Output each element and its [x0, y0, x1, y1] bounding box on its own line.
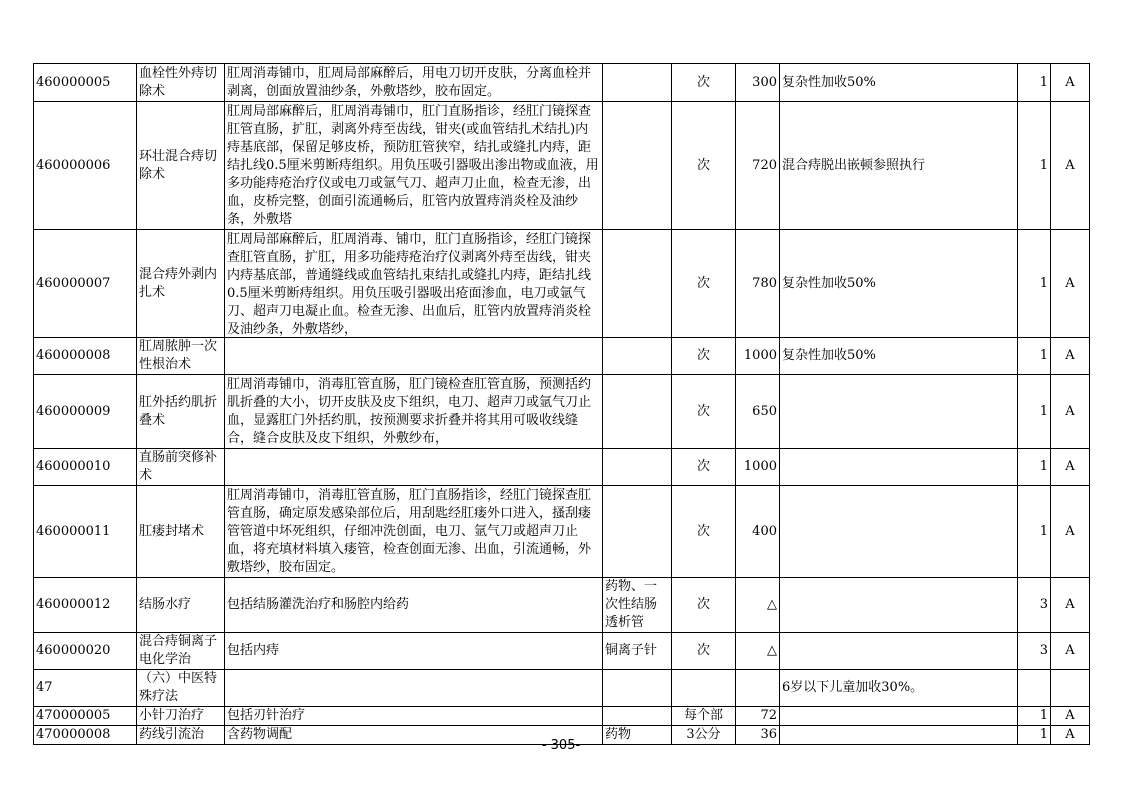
price-cell — [736, 375, 780, 449]
remarks: 复杂性加收50% — [782, 275, 876, 291]
item-name-cell — [137, 449, 225, 486]
payment-category: 1 — [1039, 459, 1048, 474]
item-code-cell — [34, 375, 137, 449]
grade: A — [1065, 459, 1075, 474]
item-name: 肛周脓肿一次性根治术 — [139, 339, 218, 372]
item-code: 470000005 — [36, 708, 111, 723]
charge-unit: 次 — [696, 74, 710, 90]
charge-unit-cell — [672, 633, 736, 670]
remarks-cell — [780, 449, 1018, 486]
payment-category: 3 — [1039, 597, 1048, 612]
item-name: 血栓性外痔切除术 — [139, 65, 218, 99]
item-name: 混合痔铜离子电化学治 — [139, 634, 218, 667]
payment-category: 3 — [1039, 643, 1048, 658]
item-code: 470000008 — [36, 727, 111, 742]
item-code: 460000005 — [36, 74, 111, 90]
price-cell — [736, 449, 780, 486]
item-code: 460000007 — [36, 275, 111, 291]
item-name-cell — [137, 486, 225, 578]
item-content: 包括结肠灌洗治疗和肠腔内给药 — [227, 597, 410, 612]
remarks: 混合痔脱出嵌顿参照执行 — [782, 157, 926, 173]
item-code-cell — [34, 338, 137, 375]
payment-category-cell — [1018, 102, 1051, 230]
table-row — [34, 670, 1090, 707]
payment-category-cell — [1018, 633, 1051, 670]
item-code-cell — [34, 578, 137, 633]
price-cell — [736, 64, 780, 102]
charge-unit: 次 — [696, 459, 710, 474]
excluded-materials-cell — [603, 486, 672, 578]
price: 72 — [760, 708, 777, 723]
item-name: （六）中医特殊疗法 — [139, 671, 218, 704]
grade-cell — [1051, 64, 1090, 102]
item-name-cell — [137, 338, 225, 375]
table-row — [34, 578, 1090, 633]
item-name: 肛瘘封堵术 — [139, 523, 205, 539]
excluded-materials: 铜离子针 — [605, 643, 658, 658]
item-name: 直肠前突修补术 — [139, 450, 218, 483]
grade: A — [1065, 643, 1075, 658]
excluded-materials-cell — [603, 375, 672, 449]
item-name: 环壮混合痔切除术 — [139, 148, 218, 182]
excluded-materials-cell — [603, 578, 672, 633]
grade: A — [1065, 74, 1075, 90]
table-row — [34, 64, 1090, 102]
payment-category-cell — [1018, 230, 1051, 338]
remarks-cell — [780, 64, 1018, 102]
remarks: 复杂性加收50% — [782, 74, 876, 90]
remarks: 6岁以下儿童加收30%。 — [782, 680, 924, 695]
excluded-materials-cell — [603, 230, 672, 338]
grade-cell — [1051, 633, 1090, 670]
payment-category-cell — [1018, 375, 1051, 449]
item-content: 肛周消毒铺巾，肛周局部麻醉后，用电刀切开皮肤，分离血栓并剥离，创面放置油纱条，外敷塔纱，胶布固定。 — [227, 65, 592, 99]
item-content: 肛周消毒铺巾，消毒肛管直肠，肛门直肠指诊，经肛门镜探查肛管直肠，确定原发感染部位后，用刮匙经肛瘘外口进入，搔刮瘘管管道中坏死组织，仔细冲洗创面，电刀、氩气刀或超声刀止血，将充填材料填入瘘管，检查创面无渗、出血，引流通畅，外敷塔纱，胶布固定。 — [227, 487, 592, 575]
grade-cell — [1051, 578, 1090, 633]
charge-unit: 每个部 — [683, 708, 723, 723]
item-name-cell — [137, 707, 225, 726]
grade-cell — [1051, 449, 1090, 486]
excluded-materials-cell — [603, 707, 672, 726]
payment-category-cell — [1018, 338, 1051, 375]
item-code: 460000010 — [36, 459, 111, 474]
charge-unit: 次 — [696, 157, 710, 173]
item-code: 47 — [36, 680, 53, 695]
item-content-cell — [225, 486, 603, 578]
excluded-materials-cell — [603, 64, 672, 102]
charge-unit-cell — [672, 486, 736, 578]
grade-cell — [1051, 486, 1090, 578]
grade-cell — [1051, 338, 1090, 375]
charge-unit: 次 — [696, 348, 710, 363]
price: 1000 — [743, 348, 777, 363]
item-content: 含药物调配 — [227, 727, 293, 742]
payment-category: 1 — [1039, 727, 1048, 742]
payment-category-cell — [1018, 670, 1051, 707]
price: 780 — [752, 275, 777, 291]
item-content: 包括刃针治疗 — [227, 708, 306, 723]
price: 300 — [752, 74, 777, 90]
item-name: 肛外括约肌折叠术 — [139, 394, 218, 428]
table-row — [34, 375, 1090, 449]
item-code-cell — [34, 486, 137, 578]
grade: A — [1065, 727, 1075, 742]
fee-table-body — [34, 64, 1090, 745]
table-row — [34, 633, 1090, 670]
price: △ — [767, 597, 777, 612]
payment-category-cell — [1018, 486, 1051, 578]
price-cell — [736, 230, 780, 338]
grade: A — [1065, 348, 1075, 363]
grade-cell — [1051, 670, 1090, 707]
item-content-cell — [225, 633, 603, 670]
item-code-cell — [34, 670, 137, 707]
price: 650 — [752, 403, 777, 419]
price: 720 — [752, 157, 777, 173]
item-name-cell — [137, 670, 225, 707]
excluded-materials-cell — [603, 670, 672, 707]
remarks-cell — [780, 338, 1018, 375]
item-code: 460000006 — [36, 157, 111, 173]
item-code: 460000020 — [36, 643, 111, 658]
grade-cell — [1051, 102, 1090, 230]
remarks-cell — [780, 670, 1018, 707]
price-cell — [736, 707, 780, 726]
item-code-cell — [34, 449, 137, 486]
excluded-materials-cell — [603, 102, 672, 230]
payment-category-cell — [1018, 449, 1051, 486]
item-name: 小针刀治疗 — [139, 708, 205, 723]
price-cell — [736, 486, 780, 578]
charge-unit: 3公分 — [686, 727, 721, 742]
price: 36 — [760, 727, 777, 742]
item-content-cell — [225, 578, 603, 633]
item-content-cell — [225, 102, 603, 230]
item-content-cell — [225, 64, 603, 102]
item-content-cell — [225, 449, 603, 486]
grade-cell — [1051, 375, 1090, 449]
charge-unit-cell — [672, 102, 736, 230]
item-code-cell — [34, 64, 137, 102]
item-name-cell — [137, 230, 225, 338]
excluded-materials: 药物、一次性结肠透析管 — [605, 579, 658, 630]
price: △ — [767, 643, 777, 658]
item-code-cell — [34, 633, 137, 670]
table-row — [34, 486, 1090, 578]
excluded-materials-cell — [603, 449, 672, 486]
grade: A — [1065, 708, 1075, 723]
table-row — [34, 102, 1090, 230]
item-content-cell — [225, 707, 603, 726]
charge-unit-cell — [672, 578, 736, 633]
grade: A — [1065, 275, 1075, 291]
item-name: 结肠水疗 — [139, 597, 192, 612]
charge-unit-cell — [672, 707, 736, 726]
item-name-cell — [137, 64, 225, 102]
item-content: 包括内痔 — [227, 643, 280, 658]
payment-category: 1 — [1039, 74, 1048, 90]
item-content: 肛周消毒铺巾，消毒肛管直肠，肛门镜检查肛管直肠，预测括约肌折叠的大小，切开皮肤及皮下组织，电刀、超声刀或氩气刀止血，显露肛门外括约肌，按预测要求折叠并将其用可吸收线缝合，缝合皮肤及皮下组织，外敷纱布， — [227, 376, 592, 446]
price-cell — [736, 338, 780, 375]
item-code: 460000009 — [36, 403, 111, 419]
remarks-cell — [780, 633, 1018, 670]
payment-category: 1 — [1039, 523, 1048, 539]
grade: A — [1065, 157, 1075, 173]
item-code-cell — [34, 707, 137, 726]
charge-unit-cell — [672, 375, 736, 449]
item-code: 460000012 — [36, 597, 111, 612]
remarks: 复杂性加收50% — [782, 348, 876, 363]
excluded-materials-cell — [603, 633, 672, 670]
payment-category: 1 — [1039, 275, 1048, 291]
payment-category: 1 — [1039, 403, 1048, 419]
remarks-cell — [780, 486, 1018, 578]
table-row — [34, 230, 1090, 338]
price-cell — [736, 578, 780, 633]
payment-category: 1 — [1039, 708, 1048, 723]
remarks-cell — [780, 578, 1018, 633]
table-row — [34, 449, 1090, 486]
page-number: - 305- — [541, 738, 581, 753]
grade: A — [1065, 403, 1075, 419]
item-content: 肛周局部麻醉后，肛周消毒铺巾，肛门直肠指诊，经肛门镜探查肛管直肠，扩肛，剥离外痔至齿线，钳夹(或血管结扎术结扎)内痔基底部，保留足够皮桥，预防肛管狭窄，结扎或缝扎内痔，距结扎线0.5厘米剪断痔组织。用负压吸引器吸出渗出物或血液，用多功能痔疮治疗仪或电刀或氩气刀、超声刀止血，检查无渗，出血，皮桥完整，创面引流通畅后，肛管内放置痔消炎栓及油纱条，外敷塔 — [227, 103, 599, 227]
price: 400 — [752, 523, 777, 539]
item-content: 肛周局部麻醉后，肛周消毒、铺巾，肛门直肠指诊，经肛门镜探查肛管直肠，扩肛，用多功能痔疮治疗仪剥离外痔至齿线，钳夹内痔基底部，普通缝线或血管结扎束结扎或缝扎内痔，距结扎线0.5厘米剪断痔组织。用负压吸引器吸出疮面渗血，电刀或氩气刀、超声刀电凝止血。检查无渗、出血后，肛管内放置痔消炎栓及油纱条，外敷塔纱， — [227, 231, 592, 337]
table-row — [34, 338, 1090, 375]
charge-unit: 次 — [696, 403, 710, 419]
charge-unit: 次 — [696, 523, 710, 539]
item-content-cell — [225, 338, 603, 375]
item-code-cell — [34, 102, 137, 230]
charge-unit: 次 — [696, 275, 710, 291]
item-name: 混合痔外剥内扎术 — [139, 266, 218, 300]
price-cell — [736, 633, 780, 670]
item-name-cell — [137, 633, 225, 670]
grade-cell — [1051, 230, 1090, 338]
charge-unit-cell — [672, 338, 736, 375]
charge-unit-cell — [672, 230, 736, 338]
item-content-cell — [225, 230, 603, 338]
charge-unit-cell — [672, 449, 736, 486]
charge-unit: 次 — [696, 597, 710, 612]
item-content-cell — [225, 670, 603, 707]
charge-unit-cell — [672, 64, 736, 102]
item-content-cell — [225, 375, 603, 449]
charge-unit-cell — [672, 670, 736, 707]
price: 1000 — [743, 459, 777, 474]
grade-cell — [1051, 707, 1090, 726]
remarks-cell — [780, 102, 1018, 230]
price-cell — [736, 102, 780, 230]
item-name: 药线引流治 — [139, 727, 205, 742]
grade: A — [1065, 523, 1075, 539]
item-code: 460000008 — [36, 348, 111, 363]
payment-category: 1 — [1039, 157, 1048, 173]
charge-unit: 次 — [696, 643, 710, 658]
item-name-cell — [137, 102, 225, 230]
table-row — [34, 707, 1090, 726]
item-code-cell — [34, 230, 137, 338]
excluded-materials-cell — [603, 338, 672, 375]
remarks-cell — [780, 230, 1018, 338]
remarks-cell — [780, 707, 1018, 726]
item-name-cell — [137, 375, 225, 449]
item-name-cell — [137, 578, 225, 633]
item-code: 460000011 — [36, 523, 111, 539]
payment-category-cell — [1018, 707, 1051, 726]
fee-schedule-table — [33, 63, 1090, 745]
remarks-cell — [780, 375, 1018, 449]
payment-category-cell — [1018, 64, 1051, 102]
payment-category: 1 — [1039, 348, 1048, 363]
grade: A — [1065, 597, 1075, 612]
payment-category-cell — [1018, 578, 1051, 633]
price-cell — [736, 670, 780, 707]
excluded-materials: 药物 — [605, 727, 632, 742]
